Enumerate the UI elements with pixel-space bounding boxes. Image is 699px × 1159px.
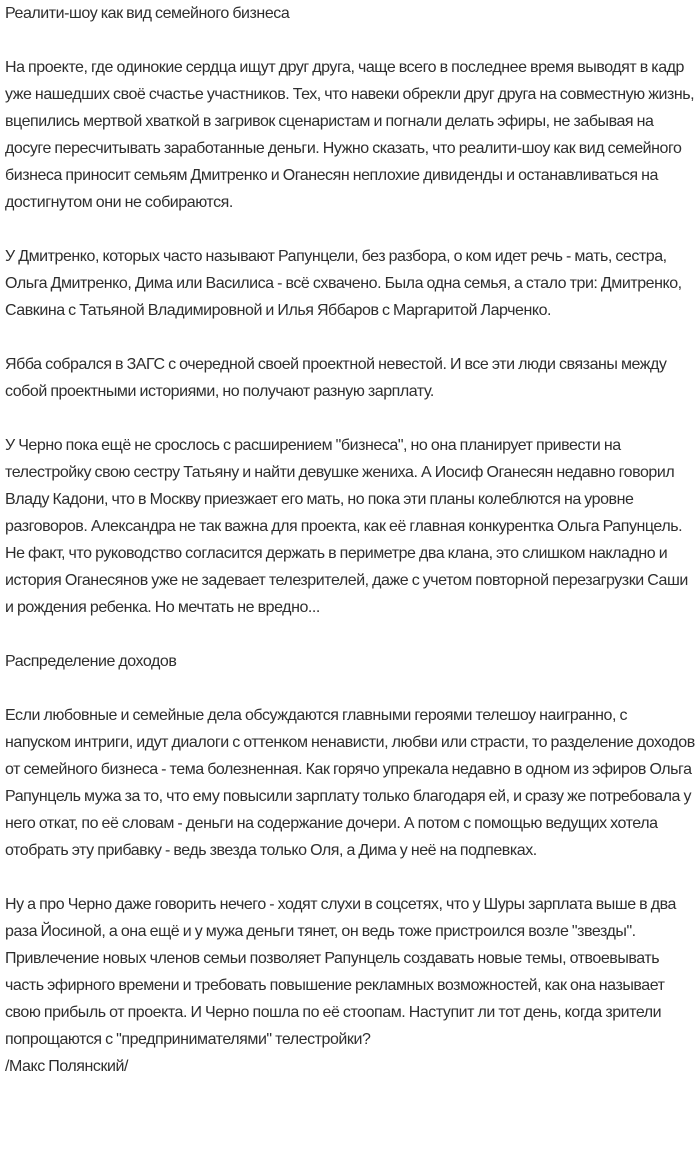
paragraph: Ну а про Черно даже говорить нечего - ходят слухи в соцсетях, что у Шуры зарплата выше в два раза Йосиной, а она ещё и у мужа деньги тянет, он ведь тоже пристроился возле "звезды". bbox=[5, 896, 676, 940]
section-subtitle: Распределение доходов bbox=[5, 653, 177, 670]
author-byline: /Макс Полянский/ bbox=[5, 1058, 128, 1075]
paragraph: Ябба собрался в ЗАГС с очередной своей проектной невестой. И все эти люди связаны между собой проектными историями, но получают разную зарплату. bbox=[5, 356, 667, 400]
paragraph: На проекте, где одинокие сердца ищут друг друга, чаще всего в последнее время выводят в кадр уже нашедших своё счастье участников. Тех, что навеки обрекли друг друга на совместную жизнь, вцепились мертвой хваткой в загривок сценаристам и погнали делать эфиры, не забывая на досуге пересчитывать заработанные деньги. Нужно сказать, что реалити-шоу как вид семейного бизнеса приносит семьям Дмитренко и Оганесян неплохие дивиденды и останавливаться на достигнутом они не собираются. bbox=[5, 59, 695, 211]
paragraph: У Дмитренко, которых часто называют Рапунцели, без разбора, о ком идет речь - мать, сестра, Ольга Дмитренко, Дима или Василиса - всё схвачено. Была одна семья, а стало три: Дмитренко, Савкина с Татьяной Владимировной и Илья Яббаров с Маргаритой Ларченко. bbox=[5, 248, 682, 319]
paragraph: Если любовные и семейные дела обсуждаются главными героями телешоу наигранно, с напуском интриги, идут диалоги с оттенком ненависти, любви или страсти, то разделение доходов от семейного бизнеса - тема болезненная. Как горячо упрекала недавно в одном из эфиров Ольга Рапунцель мужа за то, что ему повысили зарплату только благодаря ей, и сразу же потребовала у него откат, по её словам - деньги на содержание дочери. А потом с помощью ведущих хотела отобрать эту прибавку - ведь звезда только Оля, а Дима у неё на подпевках. bbox=[5, 707, 695, 859]
article-title: Реалити-шоу как вид семейного бизнеса bbox=[5, 5, 290, 22]
paragraph: Привлечение новых членов семьи позволяет Рапунцель создавать новые темы, отвоевывать часть эфирного времени и требовать повышение рекламных возможностей, как она называет свою прибыль от проекта. И Черно пошла по её стоопам. Наступит ли тот день, когда зрители попрощаются с "предпринимателями" телестройки? bbox=[5, 950, 665, 1048]
paragraph: У Черно пока ещё не срослось с расширением "бизнеса", но она планирует привести на телестройку свою сестру Татьяну и найти девушке жениха. А Иосиф Оганесян недавно говорил Владу Кадони, что в Москву приезжает его мать, но пока эти планы колеблются на уровне разговоров. Александра не так важна для проекта, как её главная конкурентка Ольга Рапунцель. Не факт, что руководство согласится держать в периметре два клана, это слишком накладно и история Оганесянов уже не задевает телезрителей, даже с учетом повторной перезагрузки Саши и рождения ребенка. Но мечтать не вредно... bbox=[5, 437, 688, 616]
